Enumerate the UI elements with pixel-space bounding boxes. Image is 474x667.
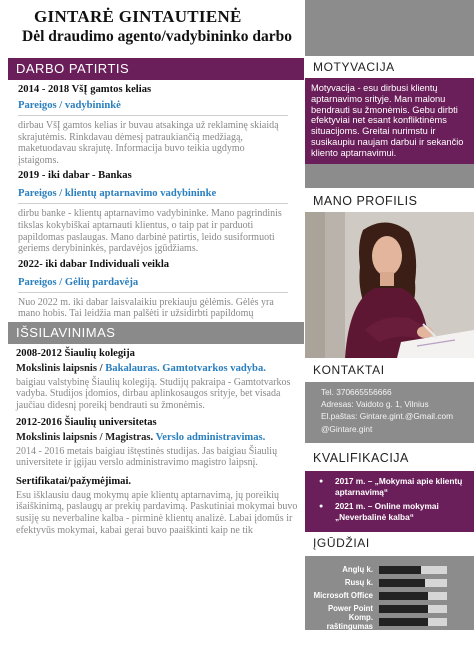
skill-bar-remainder <box>428 605 447 613</box>
contacts-box <box>305 382 474 444</box>
contacts-heading: KONTAKTAI <box>305 358 474 382</box>
education-title: 2012-2016 Šiaulių universitetas <box>16 416 157 428</box>
work-section-heading: DARBO PATIRTIS <box>8 58 304 80</box>
contact-social: @Gintare.gint <box>321 423 373 434</box>
job-entry <box>8 258 304 319</box>
contact-phone: Tel. 370665556666 <box>321 386 392 397</box>
job-role: Pareigos / Gėlių pardavėja <box>18 276 139 288</box>
profile-heading: MANO PROFILIS <box>305 188 474 212</box>
job-description: dirbu banke - klientų aptarnavimo vadybininke. Mano pagrindinis tikslas kokybiškai aptarnauti klientus, o taip pat ir parduoti papildomas paslaugas. Mano darbinė patirtis, leido susiformuoti geriems derybininkės, pardavėjos įgūdžiams. <box>18 208 282 255</box>
education-title: 2008-2012 Šiaulių kolegija <box>16 347 135 359</box>
skill-name: Microsoft Office <box>313 591 373 601</box>
job-entry <box>8 83 304 166</box>
position-title: Dėl draudimo agento/vadybininko darbo <box>22 28 293 45</box>
skill-level-bar <box>379 618 447 626</box>
certificates-title: Sertifikatai/pažymėjimai. <box>16 475 132 487</box>
divider <box>18 292 288 293</box>
qualification-item: ● 2017 m. – „Mokymai apie klientų aptarnavimą“ <box>327 476 468 498</box>
education-degree <box>16 362 298 375</box>
education-entry <box>16 347 298 412</box>
skill-bar-remainder <box>428 618 447 626</box>
skill-row <box>305 563 474 576</box>
skill-name: Power Point <box>327 604 373 614</box>
cv-header <box>0 0 305 56</box>
degree-value: Verslo administravimas. <box>155 431 266 443</box>
qualification-list <box>305 471 474 532</box>
header-gray-block <box>305 0 474 56</box>
contact-address: Adresas: Vaidoto g. 1, Vilnius <box>321 398 429 409</box>
job-period: 2019 - iki dabar - Bankas <box>18 170 132 182</box>
divider <box>18 115 288 116</box>
degree-label: Mokslinis laipsnis / Magistras. <box>16 431 156 443</box>
education-description: baigiau valstybinę Šiaulių kolegiją. Studijų pakraipa - Gamtotvarkos vadyba. Studijos įdomios, dirbau aplinkosaugos srityje, bet visada jaučiau didesnį poreikį bendrauti su žmonėmis. <box>16 376 291 411</box>
skill-level-bar <box>379 592 447 600</box>
skill-level-bar <box>379 566 447 574</box>
skill-row <box>305 576 474 589</box>
skill-name: Anglų k. <box>342 565 373 575</box>
portrait-illustration <box>305 212 474 358</box>
job-description: dirbau VšĮ gamtos kelias ir buvau atsakinga už reklaminę skiaidą skrajutėmis. Rinkdavau dėmesį patraukiančią medžiagą, maketuodavau skrajutę. Informacija buvo teikia ugdymo įstaigoms. <box>18 120 279 166</box>
motivation-text: Motyvacija - esu dirbusi klientų aptarnavimo srityje. Man malonu bendrauti su žmonėmis. Gebu dirbti efektyviai net esant konfliktinėms situacijoms. Greitai nurimstu ir susikaupiu naujam darbui ir sekančio kliento aptarnavimui. <box>305 78 474 164</box>
degree-label: Mokslinis laipsnis / <box>16 362 106 374</box>
job-role: Pareigos / klientų aptarnavimo vadybininke <box>18 188 217 200</box>
profile-photo <box>305 212 474 358</box>
job-role: Pareigos / vadybininkė <box>18 100 121 111</box>
candidate-name: GINTARĖ GINTAUTIENĖ <box>34 7 242 26</box>
skills-heading: ĮGŪDŽIAI <box>305 532 474 556</box>
job-entry <box>8 169 304 254</box>
skill-level-bar <box>379 579 447 587</box>
gray-strip <box>305 164 474 188</box>
education-entry <box>16 416 298 469</box>
right-column <box>305 56 474 667</box>
skills-box <box>305 556 474 630</box>
skill-bar-remainder <box>421 566 447 574</box>
skill-bar-remainder <box>428 592 447 600</box>
skill-level-bar <box>379 605 447 613</box>
education-degree <box>16 431 298 444</box>
skill-row <box>305 612 474 631</box>
left-column <box>8 58 304 560</box>
contact-email: El.paštas: Gintare.gint.@Gmail.com <box>321 411 454 422</box>
qualification-item: ● 2021 m. – Online mokymai „Neverbalinė kalba“ <box>327 501 468 523</box>
education-description: 2014 - 2016 metais baigiau ištęstinės studijas. Jas baigiau Šiaulių universitete ir įgijau verslo administravimo magistro laipsnį. <box>16 445 278 469</box>
job-period: 2022- iki dabar Individuali veikla <box>18 258 170 270</box>
certificates <box>16 475 298 560</box>
motivation-heading: MOTYVACIJA <box>305 56 474 78</box>
skill-row <box>305 589 474 602</box>
certificates-description: Esu išklausiu daug mokymų apie klientų aptarnavimą, jų poreikių išaiškinimą, paslaugų ar prekių pardavimą. Paskutiniai mokymai buvo susiję su neverbaline kalba - pirminė klientų analizė. Labai įdomūs ir efektyvūs mokymai, kabai gerai buvo paaiškinti kaip ne tik <box>16 489 298 536</box>
job-description: Nuo 2022 m. iki dabar laisvalaikiu prekiauju gėlėmis. Gėlės yra mano hobis. Tai leidžia man palšėti ir užsidirbti papildomų <box>18 296 274 319</box>
degree-value: Bakalauras. Gamtotvarkos vadyba. <box>105 362 266 374</box>
qualification-heading: KVALIFIKACIJA <box>305 443 474 471</box>
divider <box>18 203 288 204</box>
skill-name: Rusų k. <box>344 578 373 588</box>
skill-bar-remainder <box>425 579 447 587</box>
education-section-heading: IŠSILAVINIMAS <box>8 322 304 344</box>
job-period: 2014 - 2018 VšĮ gamtos kelias <box>18 84 152 95</box>
skill-name: Komp. raštingumas <box>326 612 373 631</box>
